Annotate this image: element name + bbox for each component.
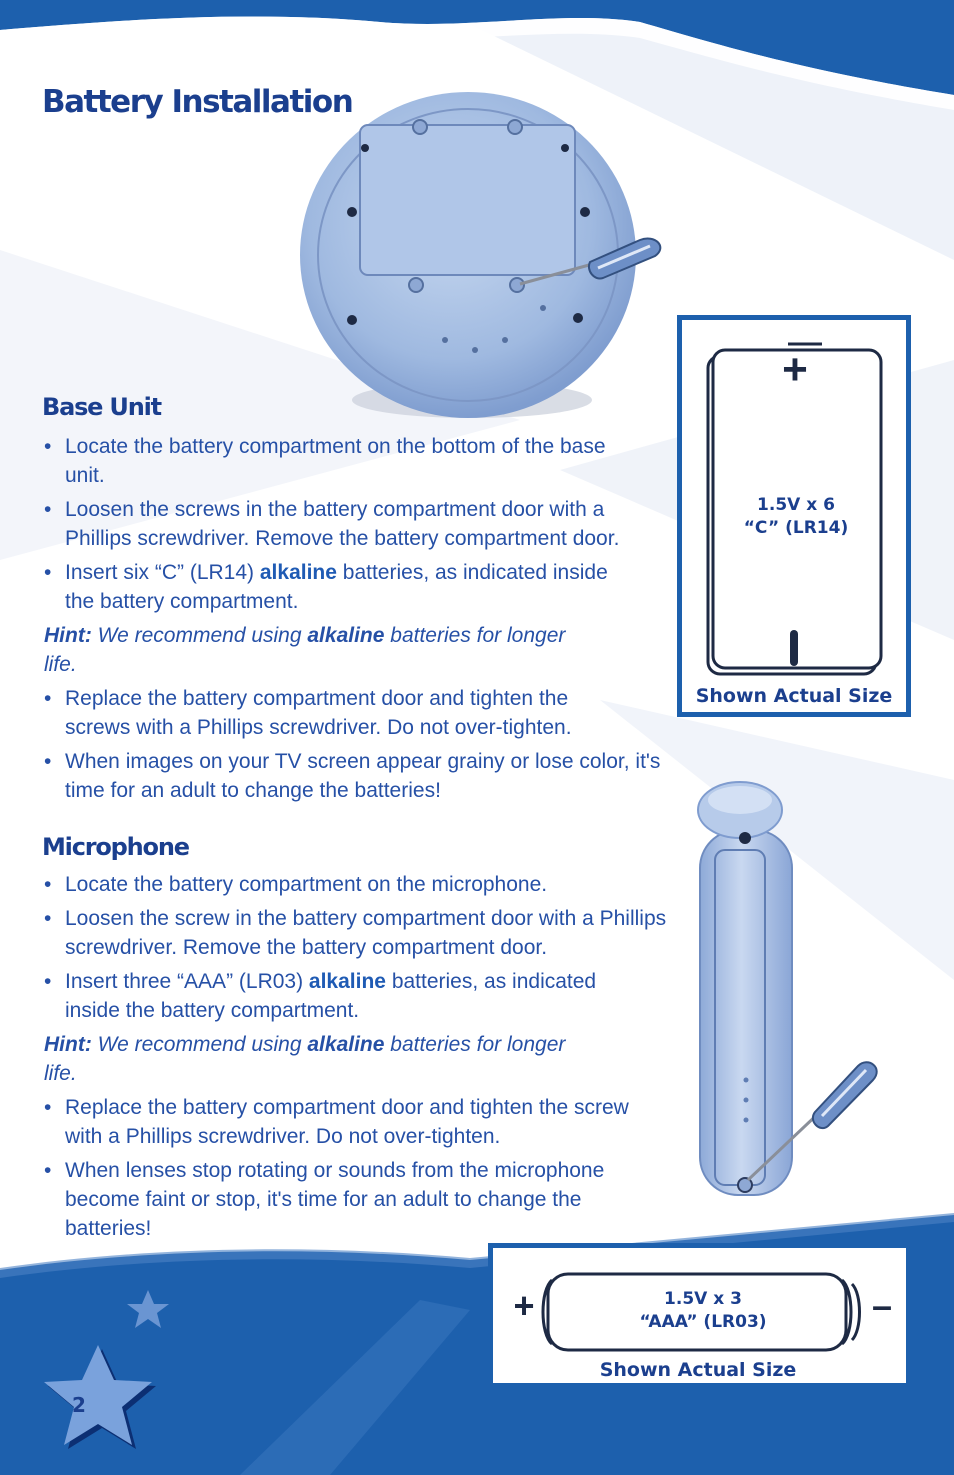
plus-terminal-icon: +: [513, 1285, 535, 1326]
aaa-battery-box: [488, 1243, 911, 1388]
microphone-instructions: [44, 870, 674, 1248]
page-title: Battery Installation: [42, 84, 353, 120]
c-battery-caption: Shown Actual Size: [695, 685, 893, 707]
base-unit-illustration: [300, 92, 660, 418]
plus-terminal-icon: +: [782, 345, 808, 394]
list-item: • Insert three “AAA” (LR03) alkaline batteries, as indicated inside the battery compartment.: [44, 967, 640, 1025]
page-number: 2: [72, 1393, 86, 1417]
aaa-battery-spec: 1.5V x 3 “AAA” (LR03): [639, 1289, 767, 1332]
list-item: • Locate the battery compartment on the bottom of the base unit.: [44, 432, 610, 490]
aaa-battery-caption: Shown Actual Size: [599, 1359, 797, 1381]
c-battery-box: [677, 315, 911, 717]
base-unit-heading: Base Unit: [42, 393, 161, 421]
list-item: • Loosen the screw in the battery compartment door with a Phillips screwdriver. Remove the battery compartment door.: [44, 904, 674, 962]
list-item: • When images on your TV screen appear grainy or lose color, it's time for an adult to change the batteries!: [44, 747, 674, 805]
list-item: • Replace the battery compartment door and tighten the screws with a Phillips screwdriver. Do not over-tighten.: [44, 684, 635, 742]
list-item: • Replace the battery compartment door and tighten the screw with a Phillips screwdriver. Do not over-tighten.: [44, 1093, 635, 1151]
list-item: • Loosen the screws in the battery compartment door with a Phillips screwdriver. Remove the battery compartment door.: [44, 495, 674, 553]
base-unit-instructions: [44, 432, 674, 810]
minus-terminal-icon: [790, 630, 798, 666]
hint-text: Hint: We recommend using alkaline batteries for longer life.: [44, 1033, 566, 1085]
hint-text: Hint: We recommend using alkaline batteries for longer life.: [44, 624, 566, 676]
list-item: • Locate the battery compartment on the microphone.: [44, 870, 674, 899]
list-item: • Insert six “C” (LR14) alkaline batteries, as indicated inside the battery compartment.: [44, 558, 640, 616]
list-item: • When lenses stop rotating or sounds from the microphone become faint or stop, it's time for an adult to change the batteries!: [44, 1156, 665, 1243]
minus-terminal-icon: –: [871, 1285, 893, 1326]
c-battery-spec: 1.5V x 6 “C” (LR14): [743, 495, 849, 538]
microphone-heading: Microphone: [42, 833, 189, 861]
